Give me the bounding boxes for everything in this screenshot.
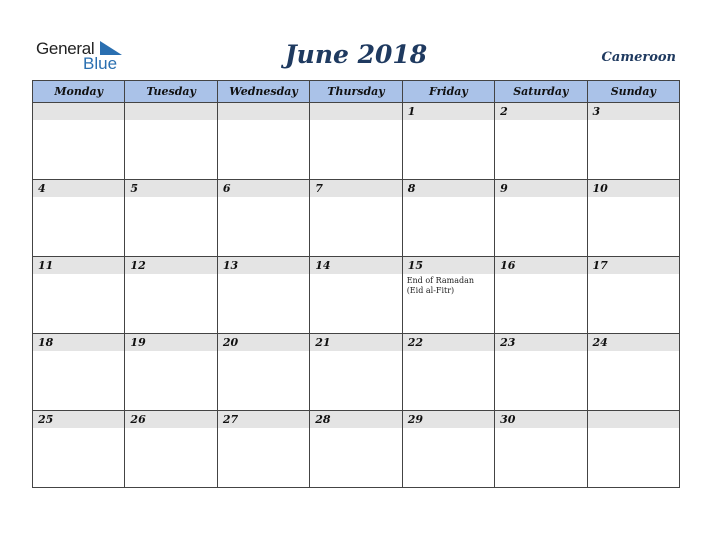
- day-cell: [402, 411, 494, 488]
- day-cell: [217, 411, 309, 488]
- calendar-title: June 2018: [284, 40, 428, 69]
- week-row: [33, 180, 680, 257]
- week-row: [33, 103, 680, 180]
- day-cell: [217, 103, 309, 180]
- day-number: 22: [403, 334, 494, 351]
- day-cell: [310, 180, 402, 257]
- day-number: 5: [125, 180, 216, 197]
- day-cell: [402, 103, 494, 180]
- day-cell: [125, 334, 217, 411]
- day-number: [310, 103, 401, 120]
- day-number: 16: [495, 257, 586, 274]
- day-cell: [587, 180, 679, 257]
- day-number: 9: [495, 180, 586, 197]
- day-cell: [125, 411, 217, 488]
- day-number: 11: [33, 257, 124, 274]
- day-number: 4: [33, 180, 124, 197]
- day-cell: [217, 180, 309, 257]
- day-cell: [587, 103, 679, 180]
- day-cell: [310, 334, 402, 411]
- weekday-header: Thursday: [310, 81, 402, 103]
- day-cell: [33, 103, 125, 180]
- day-number: 30: [495, 411, 586, 428]
- day-cell: [495, 180, 587, 257]
- day-number: 3: [588, 103, 679, 120]
- day-cell: [495, 411, 587, 488]
- day-number: [218, 103, 309, 120]
- day-number: 14: [310, 257, 401, 274]
- day-number: 1: [403, 103, 494, 120]
- day-number: 21: [310, 334, 401, 351]
- day-cell: [402, 180, 494, 257]
- day-cell: [33, 257, 125, 334]
- day-number: 6: [218, 180, 309, 197]
- weekday-header: Wednesday: [217, 81, 309, 103]
- weekday-header: Tuesday: [125, 81, 217, 103]
- day-cell: [495, 103, 587, 180]
- day-number: 27: [218, 411, 309, 428]
- day-number: 17: [588, 257, 679, 274]
- day-number: 23: [495, 334, 586, 351]
- calendar-grid: [32, 80, 680, 488]
- day-cell: [495, 334, 587, 411]
- weekday-header: Friday: [402, 81, 494, 103]
- day-number: 10: [588, 180, 679, 197]
- day-number: 2: [495, 103, 586, 120]
- day-cell: [217, 257, 309, 334]
- week-row: [33, 411, 680, 488]
- day-cell: [33, 334, 125, 411]
- day-number: 25: [33, 411, 124, 428]
- holiday-event: End of Ramadan (Eid al-Fitr): [406, 276, 475, 295]
- day-number: 15: [403, 257, 494, 274]
- day-number: 13: [218, 257, 309, 274]
- day-cell: [402, 334, 494, 411]
- day-cell: [310, 103, 402, 180]
- day-cell: [587, 411, 679, 488]
- weekday-header-row: [33, 81, 680, 103]
- day-cell: [587, 334, 679, 411]
- day-cell: [310, 257, 402, 334]
- day-number: 7: [310, 180, 401, 197]
- weekday-header: Sunday: [587, 81, 679, 103]
- week-row: [33, 257, 680, 334]
- day-cell: [587, 257, 679, 334]
- day-number: 20: [218, 334, 309, 351]
- logo-text-blue: Blue: [83, 54, 118, 73]
- day-cell: [310, 411, 402, 488]
- weekday-header: Saturday: [495, 81, 587, 103]
- day-cell: [33, 180, 125, 257]
- day-number: 19: [125, 334, 216, 351]
- day-number: 26: [125, 411, 216, 428]
- day-cell: [125, 180, 217, 257]
- day-number: [588, 411, 679, 428]
- day-cell: [125, 103, 217, 180]
- day-number: 18: [33, 334, 124, 351]
- day-cell: [33, 411, 125, 488]
- day-number: 24: [588, 334, 679, 351]
- day-number: [125, 103, 216, 120]
- day-number: 28: [310, 411, 401, 428]
- week-row: [33, 334, 680, 411]
- day-number: 29: [403, 411, 494, 428]
- logo-text-general: General: [36, 39, 95, 58]
- day-cell: [402, 257, 494, 334]
- day-cell: [125, 257, 217, 334]
- day-number: 12: [125, 257, 216, 274]
- day-number: 8: [403, 180, 494, 197]
- day-cell: [217, 334, 309, 411]
- day-number: [33, 103, 124, 120]
- day-cell: [495, 257, 587, 334]
- country-label: Cameroon: [601, 50, 676, 65]
- weekday-header: Monday: [33, 81, 125, 103]
